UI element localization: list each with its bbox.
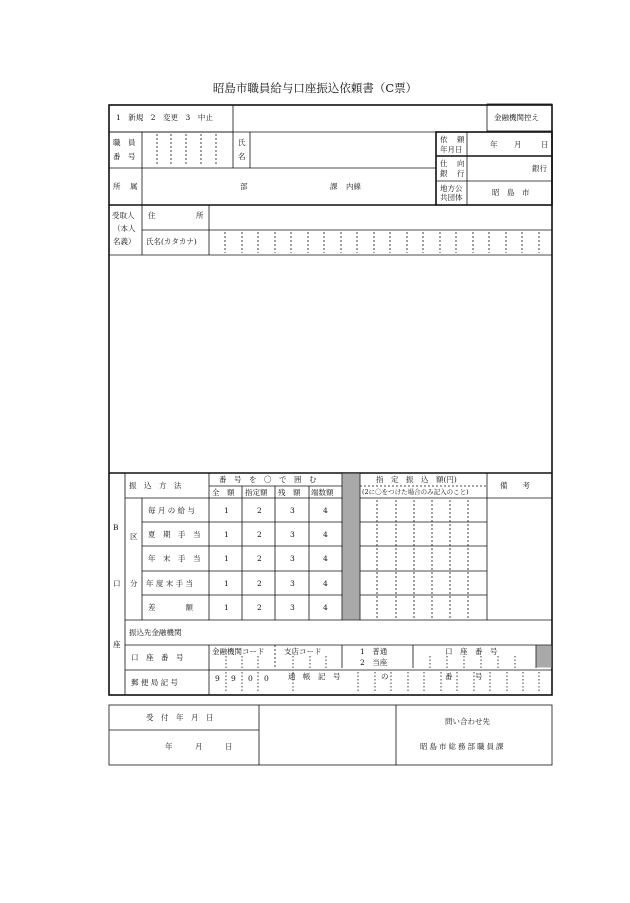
row-2-opt-2[interactable]: 2 [257, 530, 262, 539]
row-4-opt-1[interactable]: 1 [224, 579, 229, 588]
shaded-column [343, 474, 360, 620]
sub-header-2: 指定額 [245, 488, 268, 497]
row-4-opt-3[interactable]: 3 [290, 579, 295, 588]
bank-code-label: 金融機関コード [212, 647, 265, 656]
row-3-label: 年 末 手 当 [148, 554, 201, 563]
kubun-1: 区 [130, 532, 138, 541]
recipient-label-3: 名義） [113, 237, 136, 246]
affiliation-label-2: 属 [130, 182, 138, 191]
dest-bank-label-4: 行 [457, 169, 465, 178]
row-1-label: 毎 月 の 給 与 [148, 506, 196, 515]
staff-no-label-2: 員 [128, 138, 136, 147]
sub-header-1: 全 額 [212, 488, 235, 497]
footer-ymd: 年 月 日 [165, 742, 233, 751]
kubun-2: 分 [130, 579, 138, 588]
bank-label: 振込先金融機関 [129, 628, 182, 637]
row-3-opt-1[interactable]: 1 [224, 554, 229, 563]
request-month: 月 [514, 140, 522, 149]
local-gov-value: 昭 島 市 [492, 188, 530, 197]
affiliation-label-1: 所 [113, 182, 121, 191]
postal-label: 郵 便 局 記 号 [131, 678, 179, 687]
row-5-label: 差 額 [148, 603, 193, 612]
amount-header: 指 定 振 込 額(円) [376, 475, 457, 484]
postal-digit-1: 9 [215, 674, 220, 683]
account-no-label: 口 座 番 号 [445, 647, 498, 656]
account-type-1[interactable]: 1 普通 [360, 647, 388, 656]
staff-no-label-3: 番 [113, 152, 121, 161]
row-2-opt-4[interactable]: 4 [323, 530, 328, 539]
affiliation-dept: 部 [240, 182, 248, 191]
row-1-opt-2[interactable]: 2 [257, 506, 262, 515]
staff-no-label-4: 号 [128, 152, 136, 161]
recipient-label-2: （本人 [113, 224, 136, 233]
row-4-opt-4[interactable]: 4 [323, 579, 328, 588]
sub-header-4: 端数額 [311, 488, 334, 497]
account-type-2[interactable]: 2 当座 [360, 658, 388, 667]
document-title: 昭島市職員給与口座振込依頼書（C票） [212, 81, 418, 95]
remarks-header: 備 考 [500, 481, 530, 490]
shaded-cell [537, 646, 552, 668]
row-4-opt-2[interactable]: 2 [257, 579, 262, 588]
row-2-label: 夏 期 手 当 [148, 530, 201, 539]
name-label-1: 氏 [238, 138, 246, 147]
row-3-opt-2[interactable]: 2 [257, 554, 262, 563]
affiliation-ext: 内線 [346, 182, 361, 191]
account-label: 口 座 番 号 [131, 653, 184, 662]
b-side-1: B [113, 523, 119, 532]
footer-contact: 問い合わせ先 [445, 717, 490, 726]
row-1-opt-1[interactable]: 1 [224, 506, 229, 515]
row-5-opt-1[interactable]: 1 [224, 603, 229, 612]
postal-no: の [381, 672, 389, 681]
row-1-opt-4[interactable]: 4 [323, 506, 328, 515]
local-gov-label-1: 地方公 [440, 184, 463, 193]
request-day: 日 [541, 140, 549, 149]
b-side-3: 座 [113, 640, 121, 649]
row-2-opt-3[interactable]: 3 [290, 530, 295, 539]
bank-copy-label: 金融機関控え [494, 113, 539, 122]
staff-no-label-1: 職 [113, 138, 121, 147]
branch-code-label: 支店コード [284, 647, 322, 656]
address-label-2: 所 [196, 211, 204, 220]
footer-received: 受 付 年 月 日 [146, 713, 214, 722]
request-date-label-2: 頼 [457, 135, 465, 144]
row-3-opt-4[interactable]: 4 [323, 554, 328, 563]
recipient-label-1: 受取人 [112, 211, 135, 220]
postal-digit-3: 0 [248, 674, 253, 683]
sub-header-3: 残 額 [278, 488, 301, 497]
dest-bank-label-3: 銀 [440, 169, 448, 178]
row-5-opt-2[interactable]: 2 [257, 603, 262, 612]
postal-digit-2: 9 [231, 674, 236, 683]
request-year: 年 [490, 140, 498, 149]
row-5-opt-4[interactable]: 4 [323, 603, 328, 612]
amount-note: (2に〇をつけた場合のみ記入のこと) [362, 488, 469, 496]
row-4-label: 年 度 末 手 当 [146, 579, 194, 588]
row-3-opt-3[interactable]: 3 [290, 554, 295, 563]
postal-kigo: 通 帳 記 号 [288, 672, 341, 681]
postal-bango: 番 号 [445, 672, 483, 681]
address-label-1: 住 [148, 211, 156, 220]
request-date-label-3: 年月日 [440, 145, 463, 154]
dest-bank-suffix: 銀行 [532, 164, 547, 173]
postal-digit-4: 0 [264, 674, 269, 683]
request-date-label-1: 依 [440, 135, 448, 144]
dest-bank-label-1: 仕 [440, 159, 448, 168]
local-gov-label-2: 共団体 [440, 193, 463, 202]
type-options[interactable]: 1 新規 2 変更 3 中止 [116, 113, 213, 122]
footer-dept: 昭島市総務部職員課 [420, 742, 506, 751]
method-header: 振 込 方 法 [129, 481, 182, 490]
circle-header: 番 号 を 〇 で 囲 む [219, 475, 317, 484]
affiliation-section: 課 [330, 182, 338, 191]
b-side-2: 口 [113, 579, 121, 588]
row-2-opt-1[interactable]: 1 [224, 530, 229, 539]
dest-bank-label-2: 向 [457, 159, 465, 168]
name-label-2: 名 [238, 152, 246, 161]
kana-label: 氏名(カタカナ) [146, 237, 197, 246]
row-1-opt-3[interactable]: 3 [290, 506, 295, 515]
row-5-opt-3[interactable]: 3 [290, 603, 295, 612]
